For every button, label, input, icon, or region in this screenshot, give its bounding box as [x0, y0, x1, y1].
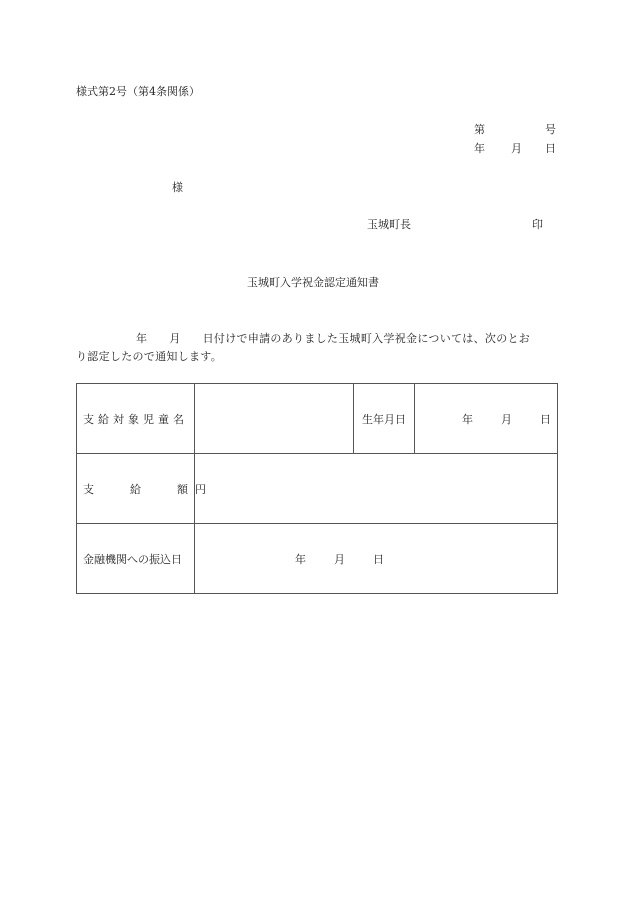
birthdate-day: 日 — [540, 412, 551, 426]
body-line1: 日付けで申請のありました玉城町入学祝金については、次のとお — [202, 332, 531, 345]
notice-body — [76, 330, 558, 366]
certification-table — [76, 383, 558, 594]
amount-label-part: 給 — [130, 482, 141, 496]
body-line2: り認定したので通知します。 — [76, 350, 223, 363]
issuer-name: 玉城町長 — [367, 218, 411, 231]
transfer-date-value — [195, 524, 558, 594]
issuer-seal: 印 — [532, 218, 543, 231]
issue-date-day: 日 — [545, 142, 556, 155]
body-date-month: 月 — [169, 332, 181, 345]
amount-label — [77, 454, 195, 524]
table-row-amount — [77, 454, 558, 524]
table-row-transfer-date — [77, 524, 558, 594]
form-id: 様式第2号（第4条関係） — [76, 85, 200, 98]
transfer-date-year: 年 — [295, 552, 306, 566]
birthdate-month: 月 — [501, 412, 512, 426]
transfer-date-month: 月 — [334, 552, 345, 566]
child-name-label: 支給対象児童名 — [77, 384, 195, 454]
transfer-date-label: 金融機関への振込日 — [77, 524, 195, 594]
document-title: 玉城町入学祝金認定通知書 — [247, 276, 379, 289]
table-row-child-name — [77, 384, 558, 454]
birthdate-label: 生年月日 — [354, 384, 415, 454]
amount-value: 円 — [195, 454, 558, 524]
issue-date-year: 年 — [474, 142, 485, 155]
document-number-suffix: 号 — [545, 123, 556, 136]
child-name-value — [195, 384, 354, 454]
addressee-honorific: 様 — [172, 181, 183, 194]
document-number-prefix: 第 — [474, 123, 485, 136]
issue-date-month: 月 — [511, 142, 522, 155]
birthdate-value — [415, 384, 558, 454]
amount-label-part: 額 — [177, 482, 188, 496]
transfer-date-day: 日 — [373, 552, 384, 566]
amount-label-part: 支 — [83, 482, 94, 496]
body-date-year: 年 — [136, 332, 148, 345]
birthdate-year: 年 — [462, 412, 473, 426]
